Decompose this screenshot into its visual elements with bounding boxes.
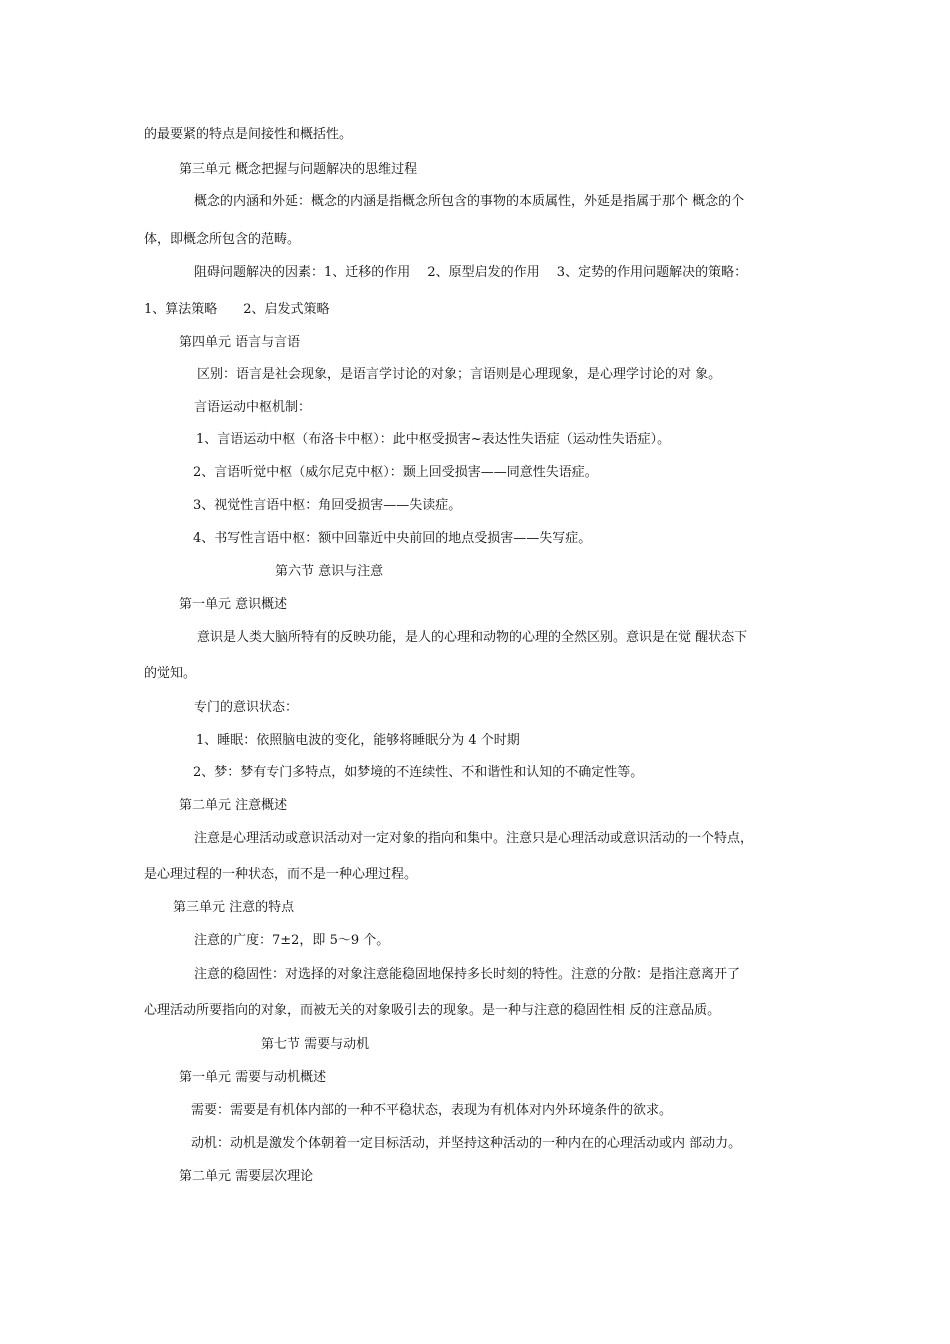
text-line: 1、算法策略 2、启发式策略 — [144, 302, 330, 317]
text-line: 第一单元 需要与动机概述 — [179, 1070, 327, 1085]
text-line: 动机：动机是激发个体朝着一定目标活动，并坚持这种活动的一种内在的心理活动或内 部动力。 — [191, 1136, 742, 1151]
text-line: 需要：需要是有机体内部的一种不平稳状态，表现为有机体对内外环境条件的欲求。 — [191, 1103, 673, 1118]
text-line: 4、书写性言语中枢：额中回靠近中央前回的地点受损害——失写症。 — [193, 531, 592, 546]
text-line: 第七节 需要与动机 — [261, 1037, 370, 1052]
text-line: 体，即概念所包含的范畴。 — [144, 232, 301, 247]
text-line: 第二单元 注意概述 — [179, 798, 288, 813]
text-line: 注意是心理活动或意识活动对一定对象的指向和集中。注意只是心理活动或意识活动的一个特点， — [194, 831, 754, 846]
text-line: 概念的内涵和外延：概念的内涵是指概念所包含的事物的本质属性，外延是指属于那个 概念的个 — [194, 194, 745, 209]
text-line: 意识是人类大脑所特有的反映功能，是人的心理和动物的心理的全然区别。意识是在觉 醒状态下 — [197, 630, 748, 645]
text-line: 第六节 意识与注意 — [275, 564, 384, 579]
text-line: 专门的意识状态： — [194, 700, 299, 715]
text-line: 阻碍问题解决的因素：1、迁移的作用 2、原型启发的作用 3、定势的作用问题解决的策略： — [194, 265, 748, 280]
text-line: 第一单元 意识概述 — [179, 597, 288, 612]
text-line: 第三单元 注意的特点 — [173, 900, 295, 915]
text-line: 2、言语听觉中枢（威尔尼克中枢）：颞上回受损害——同意性失语症。 — [193, 465, 598, 480]
text-line: 2、梦：梦有专门多特点，如梦境的不连续性、不和谐性和认知的不确定性等。 — [193, 765, 644, 780]
text-line: 1、言语运动中枢（布洛卡中枢）：此中枢受损害~表达性失语症（运动性失语症）。 — [196, 432, 671, 447]
text-line: 心理活动所要指向的对象，而被无关的对象吸引去的现象。是一种与注意的稳固性相 反的注意品质。 — [144, 1003, 721, 1018]
text-line: 注意的稳固性：对选择的对象注意能稳固地保持多长时刻的特性。注意的分散：是指注意离开了 — [194, 967, 741, 982]
text-line: 区别：语言是社会现象，是语言学讨论的对象；言语则是心理现象，是心理学讨论的对 象。 — [197, 367, 722, 382]
text-line: 第三单元 概念把握与问题解决的思维过程 — [179, 162, 418, 177]
text-line: 第四单元 语言与言语 — [179, 335, 301, 350]
text-line: 是心理过程的一种状态，而不是一种心理过程。 — [144, 867, 418, 882]
text-line: 的觉知。 — [144, 666, 197, 681]
text-line: 的最要紧的特点是间接性和概括性。 — [144, 127, 353, 142]
text-line: 第二单元 需要层次理论 — [179, 1169, 314, 1184]
text-line: 言语运动中枢机制： — [194, 400, 312, 415]
text-line: 3、视觉性言语中枢：角回受损害——失读症。 — [193, 498, 462, 513]
text-line: 1、睡眠：依照脑电波的变化，能够将睡眠分为 4 个时期 — [196, 733, 520, 748]
text-line: 注意的广度：7±2，即 5～9 个。 — [194, 933, 390, 948]
